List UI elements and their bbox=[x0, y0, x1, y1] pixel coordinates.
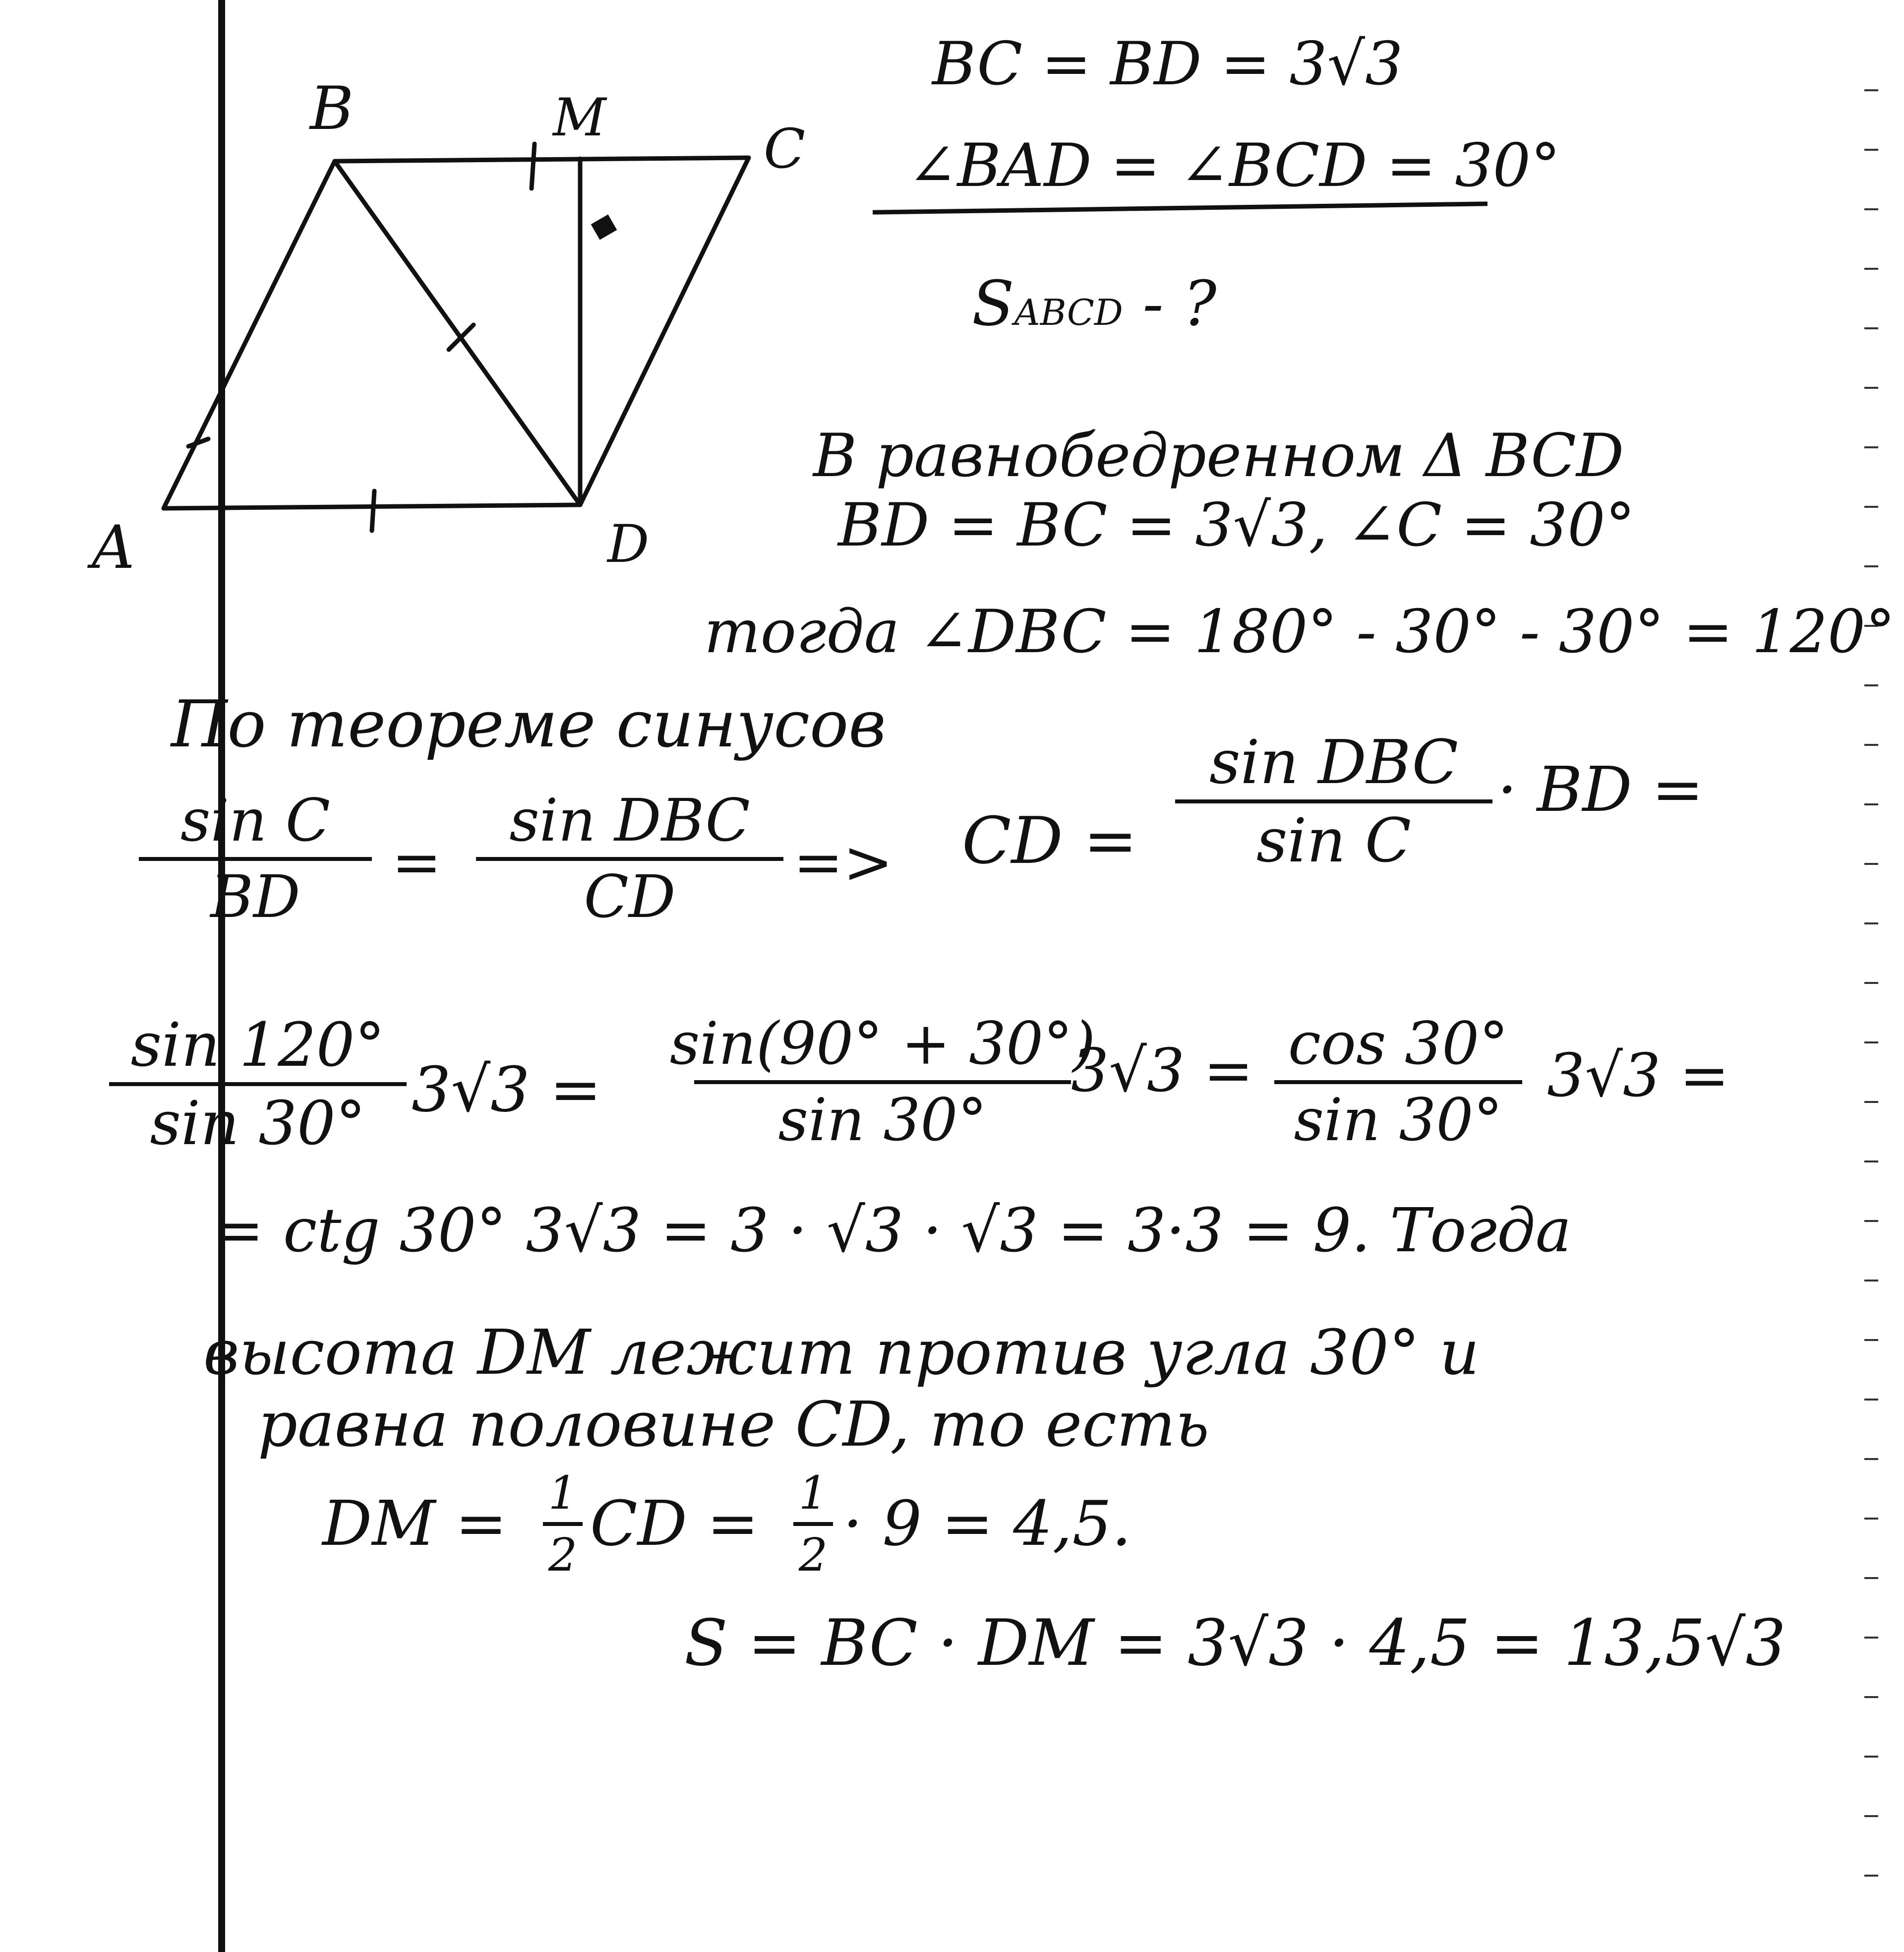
given-line-2: ∠BAD = ∠BCD = 30° bbox=[907, 131, 1560, 200]
dm-lhs: DM = bbox=[322, 1488, 507, 1560]
fraction-numerator: sin(90° + 30°) bbox=[669, 1009, 1096, 1078]
fraction-denominator: 2 bbox=[548, 1528, 578, 1582]
fraction-numerator: 1 bbox=[548, 1466, 578, 1520]
solution-line-1: В равнобедренном Δ BCD bbox=[813, 422, 1624, 490]
fraction-one-half bbox=[543, 1468, 583, 1580]
fraction-one-half-2 bbox=[793, 1468, 833, 1580]
fraction-denominator: sin C bbox=[1256, 805, 1412, 876]
fraction-denominator: sin 30° bbox=[1294, 1085, 1503, 1154]
given-line-1: BC = BD = 3√3 bbox=[932, 30, 1403, 99]
diagonal-bd bbox=[335, 161, 580, 505]
theorem-heading: По теореме синусов bbox=[171, 686, 886, 762]
solution-line-3: тогда ∠DBC = 180° - 30° - 30° = 120° bbox=[704, 598, 1896, 667]
fraction-numerator: cos 30° bbox=[1288, 1009, 1509, 1078]
fraction-bar bbox=[109, 1082, 407, 1086]
fraction-bar bbox=[793, 1522, 833, 1526]
fraction-bar bbox=[476, 857, 783, 861]
label-d: D bbox=[607, 514, 650, 574]
tick-ad bbox=[372, 491, 374, 531]
fraction-bar bbox=[139, 857, 372, 861]
fraction-denominator: 2 bbox=[798, 1528, 828, 1582]
implies-arrow: => bbox=[793, 828, 893, 897]
fraction-denominator: sin 30° bbox=[150, 1088, 366, 1159]
label-m: M bbox=[553, 87, 606, 148]
label-c: C bbox=[764, 117, 806, 181]
dm-tail: · 9 = 4,5. bbox=[843, 1488, 1131, 1560]
fraction-bar bbox=[1274, 1080, 1522, 1084]
cd-tail: · BD = bbox=[1497, 754, 1704, 826]
cd-lhs: CD = bbox=[962, 803, 1137, 878]
find-question: - ? bbox=[1123, 268, 1217, 340]
fraction-sin120-sin30 bbox=[109, 1012, 407, 1157]
frac4-tail: 3√3 = bbox=[412, 1054, 602, 1126]
dm-mid: CD = bbox=[590, 1488, 759, 1560]
find-subscript: ABCD bbox=[1014, 292, 1123, 333]
fraction-bar bbox=[1175, 799, 1492, 803]
fraction-cos30-sin30 bbox=[1274, 1009, 1522, 1154]
fraction-sindbc-sinc bbox=[1175, 729, 1492, 874]
label-a: A bbox=[92, 513, 135, 582]
fraction-denominator: BD bbox=[210, 862, 300, 931]
solution-line-5: = ctg 30° 3√3 = 3 · √3 · √3 = 3·3 = 9. Тогда bbox=[213, 1195, 1572, 1266]
solution-line-6: высота DM лежит против угла 30° и bbox=[203, 1317, 1480, 1389]
fraction-sinc-bd bbox=[139, 786, 372, 931]
fraction-bar bbox=[543, 1522, 583, 1526]
right-angle-mark bbox=[591, 214, 617, 240]
fraction-numerator: sin DBC bbox=[509, 786, 750, 854]
area-result: S = BC · DM = 3√3 · 4,5 = 13,5√3 bbox=[684, 1606, 1786, 1680]
find-symbol: S bbox=[972, 268, 1014, 340]
frac6-tail: 3√3 = bbox=[1547, 1041, 1729, 1110]
fraction-sin90plus30-sin30 bbox=[669, 1009, 1096, 1154]
label-b: B bbox=[310, 74, 354, 143]
fraction-denominator: CD bbox=[584, 862, 676, 931]
fraction-numerator: sin DBC bbox=[1209, 727, 1459, 797]
find-area bbox=[972, 268, 1217, 340]
frac5-tail: 3√3 = bbox=[1071, 1037, 1253, 1105]
tick-bm bbox=[532, 144, 535, 188]
fraction-numerator: sin C bbox=[180, 786, 331, 854]
fraction-numerator: sin 120° bbox=[130, 1010, 385, 1080]
fraction-denominator: sin 30° bbox=[778, 1085, 987, 1154]
fraction-bar bbox=[694, 1080, 1071, 1084]
fraction-numerator: 1 bbox=[798, 1466, 828, 1520]
solution-line-2: BD = BC = 3√3, ∠C = 30° bbox=[838, 491, 1635, 560]
fraction-sindbc-cd bbox=[476, 786, 783, 931]
solution-line-7: равна половине CD, то есть bbox=[258, 1389, 1209, 1461]
equals-sign: = bbox=[392, 828, 442, 897]
